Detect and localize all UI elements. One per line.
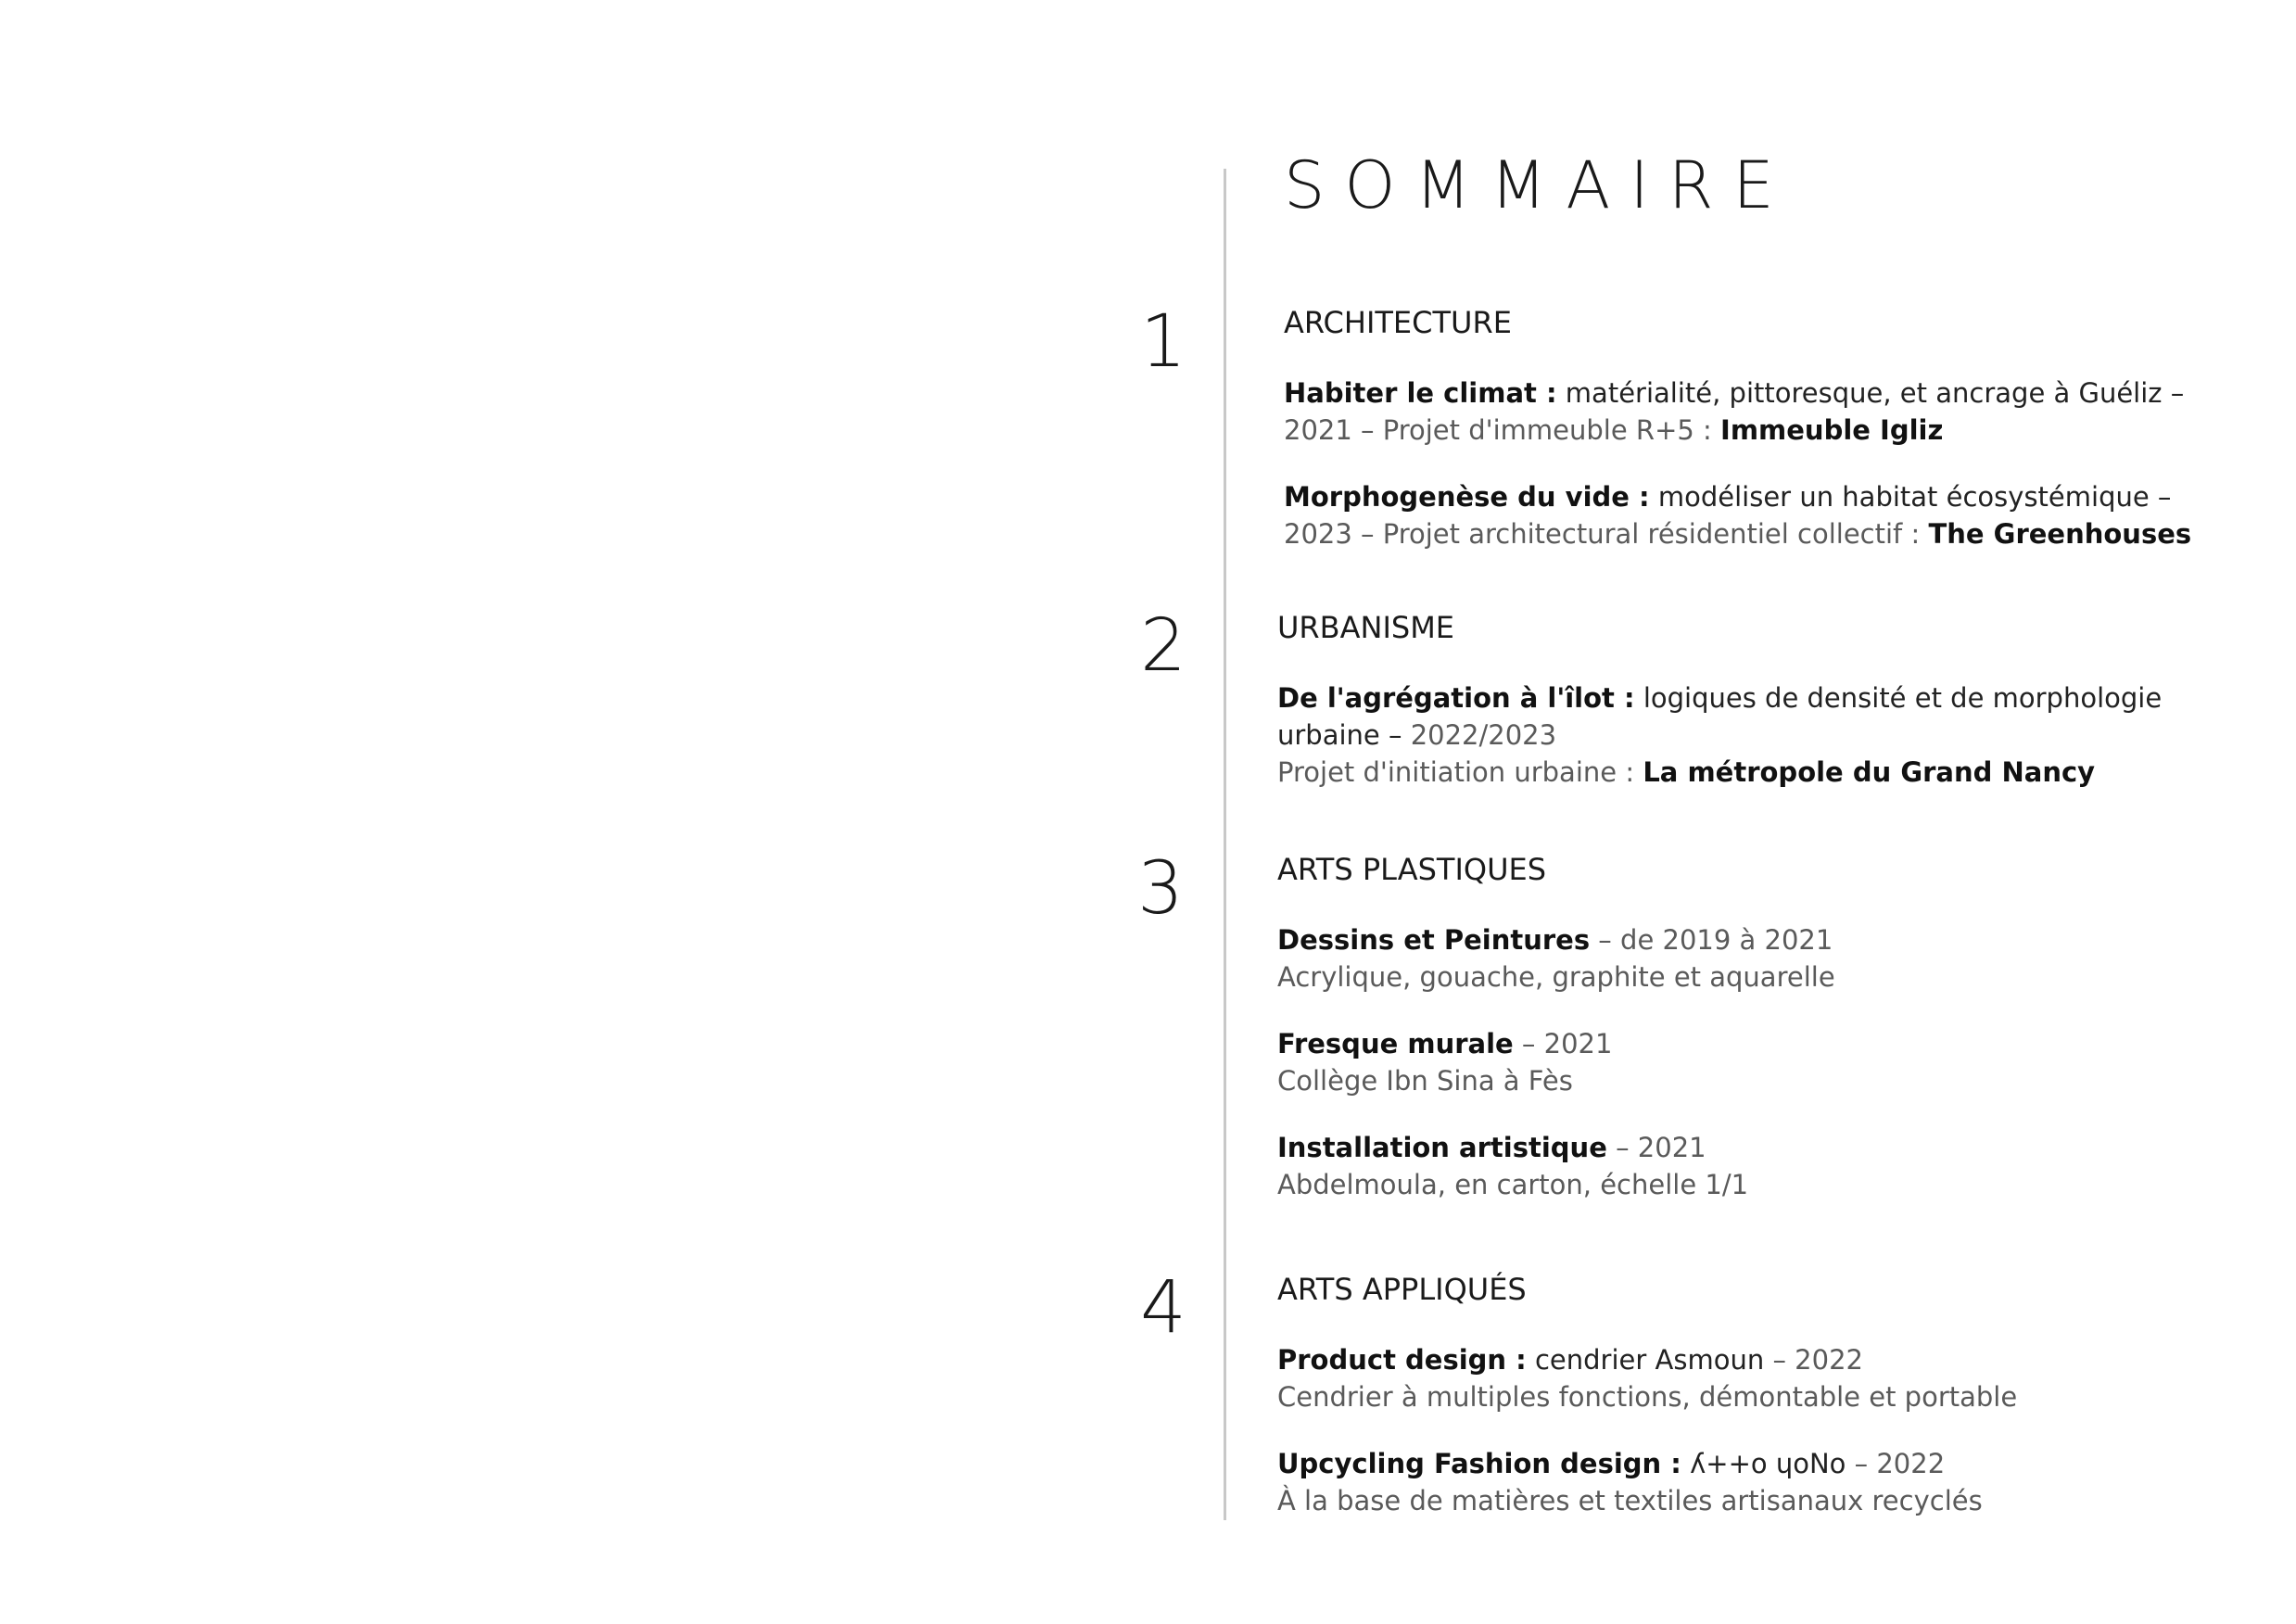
toc-entry[interactable]: [1277, 921, 2204, 996]
toc-entry[interactable]: [1277, 679, 2204, 791]
section-heading: ARCHITECTURE: [1284, 305, 1512, 340]
entry-meta: – 2022: [1846, 1448, 1946, 1479]
section-heading: ARTS PLASTIQUES: [1277, 852, 1547, 887]
entry-meta: 2022/2023: [1402, 719, 1557, 751]
entry-title: Product design :: [1277, 1344, 1527, 1376]
toc-entry[interactable]: [1284, 478, 2211, 552]
section-heading: URBANISME: [1277, 610, 1455, 645]
entry-title: De l'agrégation à l'îlot :: [1277, 682, 1635, 714]
entry-title: Installation artistique: [1277, 1132, 1607, 1163]
section-urbanisme: [1277, 609, 2204, 820]
section-architecture: [1284, 304, 2211, 582]
entry-description: Cendrier à multiples fonctions, démontable et portable: [1277, 1381, 2018, 1413]
entry-meta: – 2021: [1513, 1028, 1613, 1059]
entry-description: Collège Ibn Sina à Fès: [1277, 1065, 1573, 1097]
entry-subtitle: matérialité, pittoresque, et ancrage à Guéliz –: [1556, 377, 2185, 409]
toc-entry[interactable]: [1277, 1025, 2204, 1099]
entry-title: Dessins et Peintures: [1277, 924, 1591, 956]
toc-entry[interactable]: [1277, 1129, 2204, 1203]
entry-meta: 2023 – Projet architectural résidentiel collectif :: [1284, 518, 1929, 550]
vertical-divider: [1224, 169, 1226, 1520]
entry-subtitle: logiques de densité et de morphologie: [1634, 682, 2163, 714]
section-number-4: 4: [1140, 1266, 1186, 1350]
entry-description: Abdelmoula, en carton, échelle 1/1: [1277, 1169, 1749, 1200]
entry-meta: – 2021: [1606, 1132, 1706, 1163]
section-number-1: 1: [1140, 300, 1186, 384]
entry-title: Fresque murale: [1277, 1028, 1514, 1059]
entry-description: À la base de matières et textiles artisanaux recyclés: [1277, 1485, 1983, 1516]
entry-project-name: The Greenhouses: [1928, 518, 2192, 550]
entry-subtitle-cont: urbaine –: [1277, 719, 1402, 751]
section-number-2: 2: [1140, 604, 1186, 688]
entry-title: Habiter le climat :: [1284, 377, 1557, 409]
section-number-3: 3: [1137, 847, 1184, 931]
toc-entry[interactable]: [1277, 1445, 2204, 1519]
entry-subtitle: modéliser un habitat écosystémique –: [1649, 481, 2172, 513]
entry-meta: Projet d'initiation urbaine :: [1277, 756, 1643, 788]
toc-entry[interactable]: [1277, 1341, 2204, 1415]
entry-title: Morphogenèse du vide :: [1284, 481, 1650, 513]
entry-description: Acrylique, gouache, graphite et aquarelle: [1277, 961, 1835, 993]
section-heading: ARTS APPLIQUÉS: [1277, 1272, 1527, 1307]
entry-title: Upcycling Fashion design :: [1277, 1448, 1681, 1479]
section-arts-appliques: [1277, 1271, 2204, 1549]
entry-meta: 2021 – Projet d'immeuble R+5 :: [1284, 414, 1721, 446]
entry-subtitle: ʎ++o ɥoNo: [1681, 1448, 1846, 1479]
toc-entry[interactable]: [1284, 374, 2211, 449]
entry-project-name: La métropole du Grand Nancy: [1643, 756, 2096, 788]
entry-subtitle: cendrier Asmoun: [1526, 1344, 1765, 1376]
entry-meta: – 2022: [1764, 1344, 1863, 1376]
page-title: SOMMAIRE: [1284, 147, 1794, 223]
entry-project-name: Immeuble Igliz: [1720, 414, 1944, 446]
section-arts-plastiques: [1277, 851, 2204, 1233]
entry-meta: – de 2019 à 2021: [1590, 924, 1833, 956]
